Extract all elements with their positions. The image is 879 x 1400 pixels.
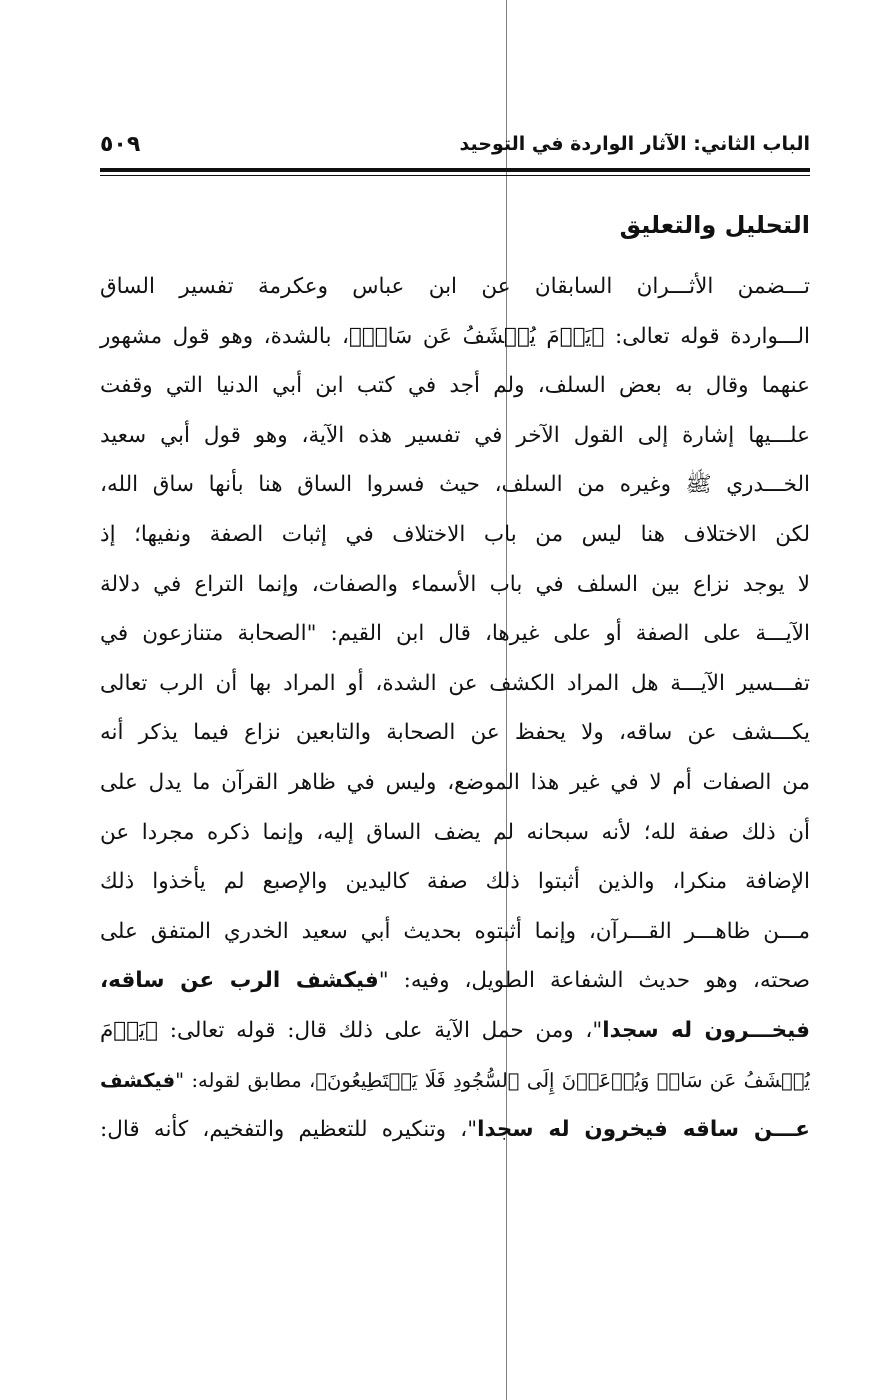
running-header [100, 122, 810, 166]
text-line [100, 460, 810, 510]
header-rule-thin [100, 175, 810, 176]
text-run: الخـــدري ﷺ وغيره من السلف، حيث فسروا الساق هنا بأنها ساق الله، [100, 472, 810, 498]
text-line [100, 411, 810, 461]
text-run: الآيـــة على الصفة أو على غيرها، قال ابن القيم: "الصحابة متنازعون في [100, 621, 810, 647]
text-run: يكـــشف عن ساقه، ولا يحفظ عن الصحابة والتابعين نزاع فيما يذكر أنه [100, 720, 810, 746]
quran-verse: ﴿يَوۡمَ يُكۡشَفُ عَن سَاقٖ﴾ [348, 323, 605, 349]
text-run: "، ومن حمل الآية على ذلك قال: قوله تعالى: [158, 1017, 603, 1043]
text-line [100, 510, 810, 560]
quran-verse: ﴿يَوۡمَ [100, 1017, 159, 1043]
text-run: تفـــسير الآيـــة هل المراد الكشف عن الشدة، أو المراد بها أن الرب تعالى [100, 670, 810, 696]
text-line [100, 361, 810, 411]
text-line [100, 808, 810, 858]
text-run: لكن الاختلاف هنا ليس من باب الاختلاف في إثبات الصفة ونفيها؛ إذ [100, 521, 810, 547]
text-line [100, 907, 810, 957]
text-run: عنهما وقال به بعض السلف، ولم أجد في كتب ابن أبي الدنيا التي وقفت [100, 373, 810, 399]
text-run: ، مطابق لقوله: " [175, 1068, 316, 1092]
text-run: تـــضمن الأثـــران السابقان عن ابن عباس وعكرمة تفسير الساق [100, 274, 810, 299]
text-run: من الصفات أم لا في غير هذا الموضع، وليس في ظاهر القرآن ما يدل على [100, 769, 810, 795]
page-number: ٥٠٩ [100, 131, 141, 157]
hadith-quote: عـــن ساقه فيخرون له سجدا [477, 1117, 810, 1143]
text-run: "، وتنكيره للتعظيم والتفخيم، كأنه قال: [100, 1117, 478, 1143]
text-run: الإضافة منكرا، والذين أثبتوا ذلك صفة كاليدين والإصبع لم يأخذوا ذلك [100, 869, 810, 895]
hadith-quote: فيخـــرون له سجدا [602, 1017, 810, 1043]
text-run: الـــواردة قوله تعالى: [604, 323, 810, 349]
text-line [100, 1105, 810, 1155]
text-line [100, 659, 810, 709]
text-run: لا يوجد نزاع بين السلف في باب الأسماء والصفات، وإنما التراع في دلالة [100, 571, 810, 597]
text-line [100, 708, 810, 758]
text-line [100, 560, 810, 610]
text-run: أن ذلك صفة لله؛ لأنه سبحانه لم يضف الساق إليه، وإنما ذكره مجردا عن [100, 819, 810, 845]
chapter-title: الباب الثاني: الآثار الواردة في التوحيد [459, 133, 810, 155]
header-rule [100, 168, 810, 172]
hadith-quote: فيكشف الرب عن ساقه، [100, 968, 379, 994]
text-line [100, 758, 810, 808]
text-run: علـــيها إشارة إلى القول الآخر في تفسير هذه الآية، وهو قول أبي سعيد [100, 422, 810, 448]
text-line [100, 857, 810, 907]
quran-verse: يُكۡشَفُ عَن سَاقٖ وَيُدۡعَوۡنَ إِلَى ٱلسُّجُودِ فَلَا يَسۡتَطِيعُونَ﴾ [315, 1068, 811, 1092]
text-line [100, 1006, 810, 1056]
text-line [100, 956, 810, 1006]
text-run: ، بالشدة، وهو قول مشهور [100, 323, 349, 349]
body-text [100, 262, 810, 1155]
section-heading: التحليل والتعليق [619, 211, 810, 239]
text-run: مـــن ظاهـــر القـــرآن، وإنما أثبتوه بحديث أبي سعيد الخدري المتفق على [100, 918, 810, 944]
text-line [100, 312, 810, 362]
text-line [100, 262, 810, 312]
text-line [100, 1056, 810, 1106]
hadith-quote: فيكشف [100, 1068, 176, 1092]
text-run: صحته، وهو حديث الشفاعة الطويل، وفيه: " [378, 968, 810, 994]
text-line [100, 609, 810, 659]
